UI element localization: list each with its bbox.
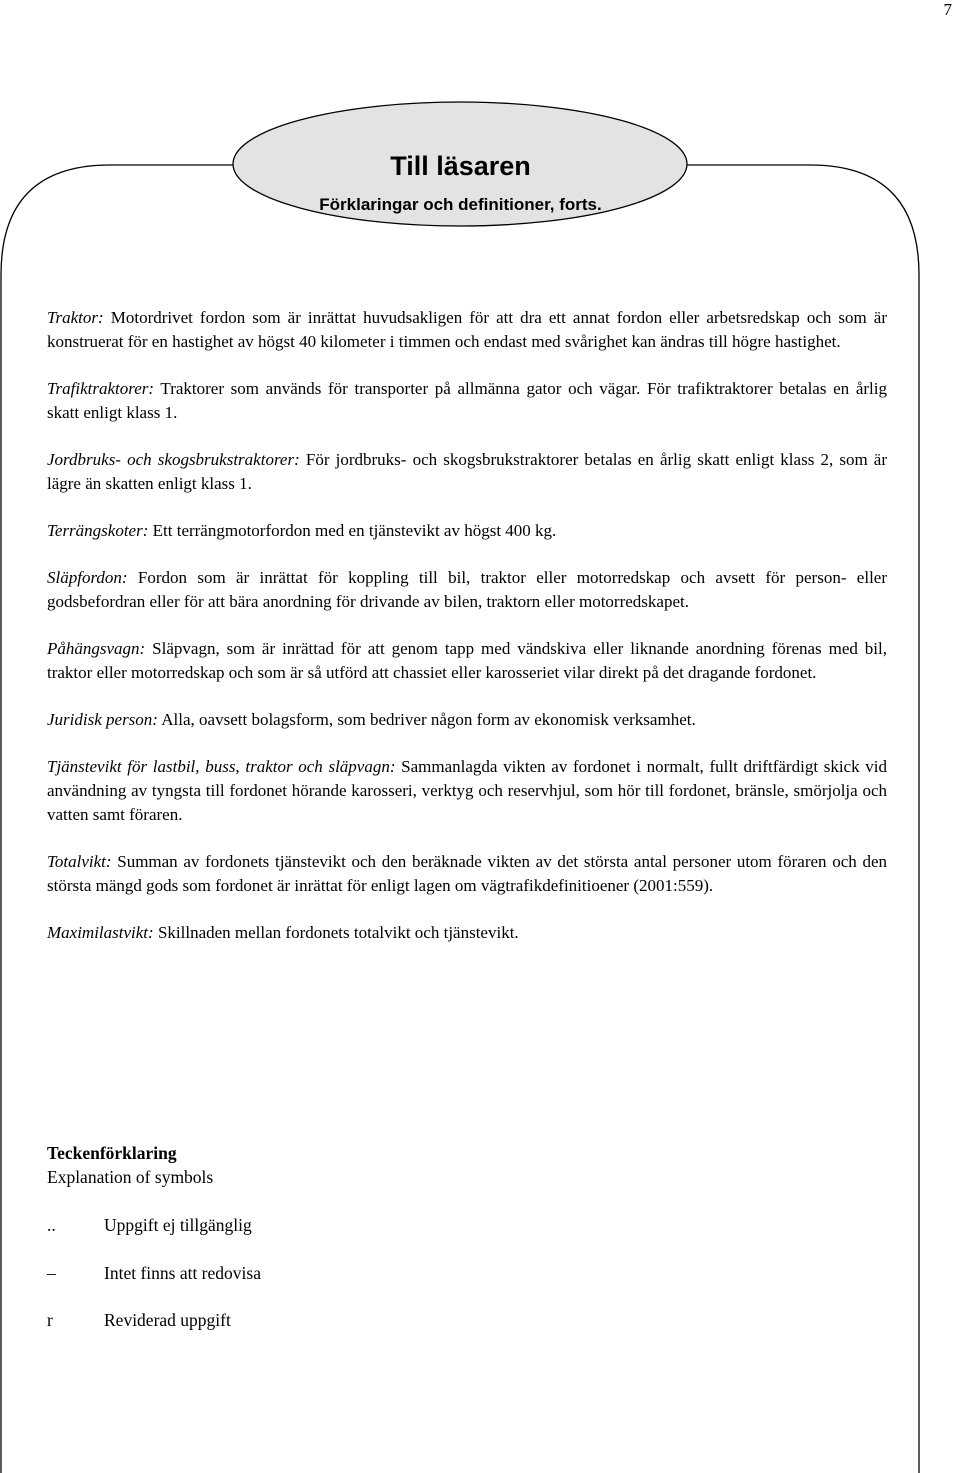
definition-term: Juridisk person: [47, 710, 158, 729]
legend-description: Reviderad uppgift [104, 1310, 231, 1330]
page-title: Till läsaren [390, 151, 531, 181]
symbol-legend [47, 1141, 647, 1332]
page-number: 7 [943, 0, 952, 19]
definition-slapfordon [47, 566, 887, 614]
definition-text: Ett terrängmotorfordon med en tjänstevikt av högst 400 kg. [152, 521, 557, 540]
definition-text: Fordon som är inrättat för koppling till bil, traktor eller motorredskap och avsett för person- eller godsbefordran eller för att bära anordning för drivande av bilen, traktorn eller motorredskapet. [47, 568, 888, 611]
legend-description: Intet finns att redovisa [104, 1263, 261, 1283]
legend-item [47, 1213, 647, 1237]
definition-terrangskoter [47, 519, 887, 543]
definition-term: Trafiktraktorer: [47, 379, 155, 398]
legend-description: Uppgift ej tillgänglig [104, 1215, 252, 1235]
legend-item [47, 1261, 647, 1285]
definition-maximilastvikt [47, 921, 887, 945]
definition-text: Skillnaden mellan fordonets totalvikt och tjänstevikt. [157, 923, 519, 942]
definition-text: Släpvagn, som är inrättad för att genom tapp med vändskiva eller liknande anordning förenas med bil, traktor eller motorredskap och som är så utförd att chassiet eller karosseriet vilar direkt på det dragande fordonet. [47, 639, 888, 682]
definition-text: Motordrivet fordon som är inrättat huvudsakligen för att dra ett annat fordon eller arbetsredskap och som är konstruerat för en hastighet av högst 40 kilometer i timmen och endast med svårighet kan ändras till högre hastighet. [47, 308, 888, 351]
page-subtitle: Förklaringar och definitioner, forts. [319, 195, 602, 214]
legend-item [47, 1308, 647, 1332]
definition-tjanstevikt [47, 755, 887, 827]
legend-title: Teckenförklaring [47, 1143, 177, 1163]
definition-term: Påhängsvagn: [47, 639, 146, 658]
definition-text: Summan av fordonets tjänstevikt och den beräknade vikten av det största antal personer utom föraren och den största mängd gods som fordonet är inrättat för enligt lagen om vägtrafikdefinitioener (2001:559). [47, 852, 887, 895]
header-oval [233, 101, 688, 227]
definition-traktor [47, 306, 887, 354]
definition-term: Jordbruks- och skogsbrukstraktorer: [47, 450, 300, 469]
definition-term: Släpfordon: [47, 568, 128, 587]
legend-symbol: .. [47, 1215, 56, 1235]
legend-symbol: r [47, 1310, 53, 1330]
definition-text: För jordbruks- och skogsbrukstraktorer betalas en årlig skatt enligt klass 2, som är lägre än skatten enligt klass 1. [47, 450, 888, 493]
definition-term: Terrängskoter: [47, 521, 149, 540]
definition-totalvikt [47, 850, 887, 898]
definition-text: Alla, oavsett bolagsform, som bedriver någon form av ekonomisk verksamhet. [161, 710, 696, 729]
definition-jordbrukstraktorer [47, 448, 887, 496]
definition-term: Maximilastvikt: [47, 923, 154, 942]
definition-pahangsvagn [47, 637, 887, 685]
definition-trafiktraktorer [47, 377, 887, 425]
definition-term: Traktor: [47, 308, 104, 327]
definition-term: Tjänstevikt för lastbil, buss, traktor och släpvagn: [47, 757, 396, 776]
definition-text: Traktorer som används för transporter på allmänna gator och vägar. För trafiktraktorer betalas en årlig skatt enligt klass 1. [47, 379, 887, 422]
definition-term: Totalvikt: [47, 852, 112, 871]
definitions-list [47, 306, 887, 968]
legend-subtitle: Explanation of symbols [47, 1167, 214, 1187]
legend-symbol: – [47, 1263, 56, 1283]
definition-juridisk-person [47, 708, 887, 732]
definition-text: Sammanlagda vikten av fordonet i normalt, fullt driftfärdigt skick vid användning av tyngsta till fordonet hörande karosseri, verktyg och reservhjul, som hör till fordonet, bränsle, smörjolja och vatten samt föraren. [47, 757, 887, 824]
